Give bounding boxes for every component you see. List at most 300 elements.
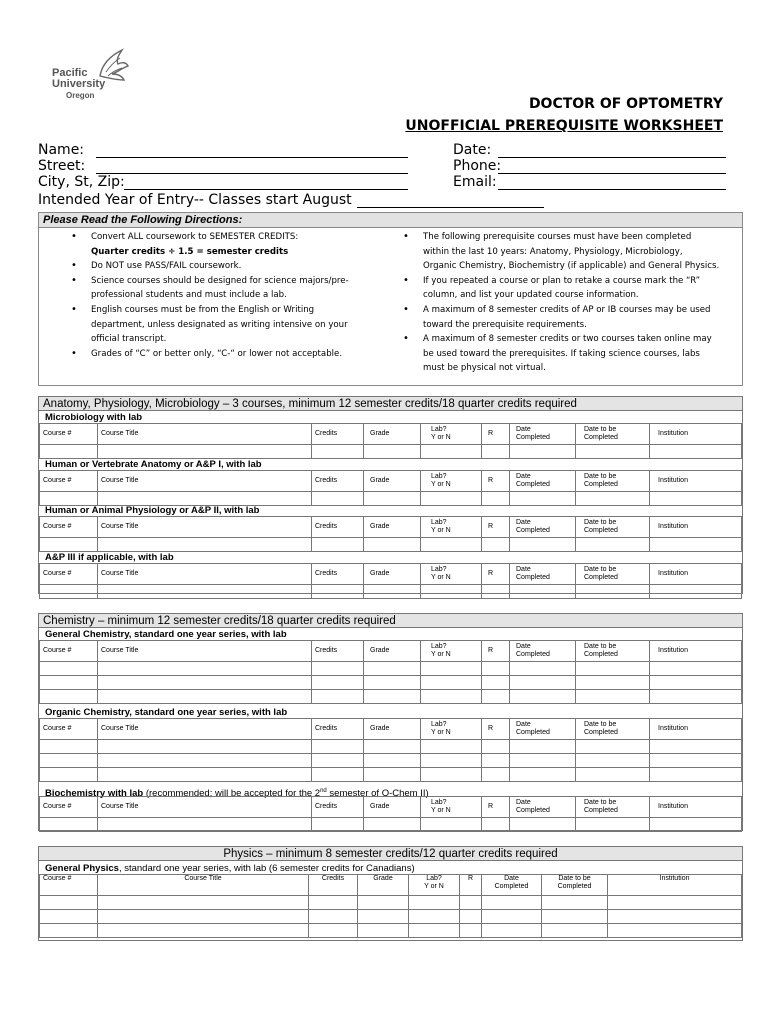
col-institution-label: Institution (658, 725, 688, 732)
org-chem-table (39, 718, 742, 782)
col-r-header (460, 875, 482, 896)
entry-cell[interactable] (40, 690, 98, 704)
entry-cell[interactable] (98, 740, 312, 754)
entry-cell[interactable] (421, 538, 482, 552)
entry-cell[interactable] (510, 445, 576, 459)
col-r-header (482, 719, 510, 740)
entry-cell[interactable] (98, 538, 312, 552)
entry-cell[interactable] (576, 538, 650, 552)
directions-left (63, 230, 408, 361)
col-date-completed-header (510, 424, 576, 445)
entry-cell[interactable] (650, 662, 742, 676)
col-course-num-header (40, 564, 98, 585)
col-lab-header (409, 875, 460, 896)
entry-cell[interactable] (364, 768, 421, 782)
col-r-label: R (488, 647, 494, 654)
entry-cell[interactable] (482, 690, 510, 704)
entry-cell[interactable] (312, 676, 364, 690)
entry-cell[interactable] (576, 754, 650, 768)
entry-field[interactable] (357, 207, 544, 208)
entry-cell[interactable] (576, 445, 650, 459)
col-lab-label: Lab? (431, 519, 447, 526)
entry-cell[interactable] (98, 818, 312, 832)
entry-cell[interactable] (421, 740, 482, 754)
direction-item: • A maximum of 8 semester credits or two courses taken online may (395, 332, 740, 347)
col-grade-header (364, 471, 421, 492)
ap3-table (39, 563, 742, 599)
entry-cell[interactable] (358, 924, 409, 938)
col-lab-header (421, 471, 482, 492)
col-date-completed-label: Date (516, 473, 531, 480)
entry-cell[interactable] (576, 818, 650, 832)
col-institution-header (650, 797, 742, 818)
entry-cell[interactable] (510, 818, 576, 832)
entry-cell[interactable] (650, 585, 742, 599)
entry-cell[interactable] (650, 768, 742, 782)
table-row (40, 910, 742, 924)
col-grade-header (364, 424, 421, 445)
entry-cell[interactable] (482, 896, 542, 910)
col-date-to-be-label: Completed (584, 807, 618, 814)
table-header-row (40, 875, 742, 896)
biochem-sup: nd (320, 788, 327, 794)
directions-heading: Please Read the Following Directions: (39, 213, 742, 228)
entry-cell[interactable] (98, 690, 312, 704)
col-date-completed-header (510, 517, 576, 538)
entry-cell[interactable] (576, 585, 650, 599)
entry-cell[interactable] (98, 585, 312, 599)
table-row (40, 818, 742, 832)
table-header-row (40, 424, 742, 445)
entry-cell[interactable] (98, 662, 312, 676)
col-lab-label: Lab? (431, 426, 447, 433)
gen-chem-table (39, 640, 742, 704)
col-course-title-header (98, 875, 309, 896)
entry-cell[interactable] (312, 662, 364, 676)
entry-cell[interactable] (40, 896, 98, 910)
col-date-to-be-label: Completed (584, 481, 618, 488)
direction-item: professional students and must include a lab. (91, 290, 287, 301)
col-date-to-be-label: Completed (584, 574, 618, 581)
entry-cell[interactable] (40, 492, 98, 506)
entry-cell[interactable] (576, 662, 650, 676)
entry-cell[interactable] (608, 896, 742, 910)
entry-cell[interactable] (650, 538, 742, 552)
col-course-num-header (40, 797, 98, 818)
col-lab-label: Lab? (426, 875, 442, 882)
direction-item: column, and list your updated course information. (423, 290, 639, 301)
entry-cell[interactable] (312, 740, 364, 754)
entry-cell[interactable] (358, 896, 409, 910)
col-course-title-header (98, 424, 312, 445)
entry-cell[interactable] (421, 662, 482, 676)
city-field[interactable] (124, 189, 408, 190)
table-row (40, 690, 742, 704)
entry-cell[interactable] (650, 676, 742, 690)
col-credits-label: Credits (315, 803, 338, 810)
pacific-university-logo (52, 46, 142, 106)
biochem-bold: Biochemistry with lab (45, 788, 144, 800)
entry-cell[interactable] (98, 924, 309, 938)
entry-cell[interactable] (409, 910, 460, 924)
col-grade-header (358, 875, 409, 896)
col-r-label: R (488, 523, 494, 530)
col-r-label: R (488, 803, 494, 810)
col-course-num-label: Course # (43, 430, 72, 437)
entry-cell[interactable] (482, 910, 542, 924)
entry-cell[interactable] (364, 585, 421, 599)
email-label: Email: (453, 174, 497, 190)
col-lab-label: Y or N (431, 574, 451, 581)
col-date-to-be-label: Date to be (584, 643, 617, 650)
col-date-to-be-label: Date to be (584, 519, 617, 526)
col-date-to-be-label: Date to be (584, 566, 617, 573)
entry-cell[interactable] (40, 924, 98, 938)
entry-cell[interactable] (510, 538, 576, 552)
table-header-row (40, 641, 742, 662)
entry-cell[interactable] (608, 910, 742, 924)
col-lab-label: Y or N (431, 527, 451, 534)
bio-section (38, 396, 743, 594)
entry-cell[interactable] (409, 896, 460, 910)
entry-cell[interactable] (312, 754, 364, 768)
col-course-num-label: Course # (43, 477, 72, 484)
col-course-title-label: Course Title (101, 477, 139, 484)
entry-cell[interactable] (510, 754, 576, 768)
col-date-completed-label: Date (516, 721, 531, 728)
col-grade-header (364, 641, 421, 662)
entry-cell[interactable] (460, 910, 482, 924)
entry-cell[interactable] (576, 690, 650, 704)
col-course-num-label: Course # (43, 875, 72, 882)
entry-cell[interactable] (40, 676, 98, 690)
col-grade-label: Grade (370, 477, 390, 484)
table-row (40, 740, 742, 754)
entry-cell[interactable] (482, 768, 510, 782)
col-lab-header (421, 424, 482, 445)
entry-cell[interactable] (364, 676, 421, 690)
entry-cell[interactable] (482, 676, 510, 690)
entry-cell[interactable] (510, 690, 576, 704)
col-grade-label: Grade (370, 803, 390, 810)
col-lab-label: Y or N (431, 651, 451, 658)
entry-cell[interactable] (510, 492, 576, 506)
direction-item: Organic Chemistry, Biochemistry (if applicable) and General Physics. (423, 261, 720, 272)
table-header-row (40, 564, 742, 585)
entry-cell[interactable] (409, 924, 460, 938)
col-date-completed-header (510, 719, 576, 740)
entry-cell[interactable] (364, 492, 421, 506)
entry-cell[interactable] (460, 896, 482, 910)
entry-cell[interactable] (482, 538, 510, 552)
col-date-to-be-header (576, 564, 650, 585)
col-date-completed-label: Date (516, 643, 531, 650)
entry-cell[interactable] (312, 585, 364, 599)
direction-item: • The following prerequisite courses must have been completed (395, 230, 740, 245)
logo-line-3: Oregon (66, 91, 95, 100)
entry-cell[interactable] (40, 754, 98, 768)
entry-cell[interactable] (309, 924, 358, 938)
gen-phys-bold: General Physics (45, 863, 119, 874)
entry-cell[interactable] (312, 492, 364, 506)
entry-cell[interactable] (312, 445, 364, 459)
entry-cell[interactable] (98, 445, 312, 459)
entry-cell[interactable] (98, 492, 312, 506)
table-row (40, 924, 742, 938)
entry-cell[interactable] (510, 740, 576, 754)
direction-item: • Convert ALL coursework to SEMESTER CREDITS: (63, 230, 408, 245)
entry-cell[interactable] (364, 445, 421, 459)
entry-cell[interactable] (40, 538, 98, 552)
table-row (40, 445, 742, 459)
entry-cell[interactable] (576, 676, 650, 690)
col-institution-header (650, 564, 742, 585)
col-date-to-be-label: Completed (584, 527, 618, 534)
col-date-to-be-label: Date to be (584, 426, 617, 433)
physiology-table (39, 516, 742, 552)
entry-cell[interactable] (482, 585, 510, 599)
col-date-completed-header (510, 641, 576, 662)
col-date-to-be-label: Completed (584, 651, 618, 658)
col-institution-header (650, 517, 742, 538)
col-r-header (482, 517, 510, 538)
entry-cell[interactable] (421, 676, 482, 690)
table-row (40, 662, 742, 676)
col-date-to-be-label: Date to be (584, 473, 617, 480)
doc-title: DOCTOR OF OPTOMETRY (528, 96, 723, 112)
direction-item: • A maximum of 8 semester credits of AP or IB courses may be used (395, 303, 740, 318)
entry-cell[interactable] (312, 538, 364, 552)
col-date-to-be-header (576, 471, 650, 492)
col-date-completed-label: Date (516, 426, 531, 433)
phone-field[interactable] (498, 173, 726, 174)
entry-label: Intended Year of Entry-- Classes start August (38, 192, 352, 208)
entry-cell[interactable] (542, 910, 608, 924)
col-lab-label: Y or N (431, 481, 451, 488)
entry-cell[interactable] (40, 818, 98, 832)
entry-cell[interactable] (40, 445, 98, 459)
entry-cell[interactable] (40, 768, 98, 782)
table-header-row (40, 471, 742, 492)
entry-cell[interactable] (510, 768, 576, 782)
col-course-title-header (98, 471, 312, 492)
direction-item: official transcript. (91, 334, 167, 345)
name-label: Name: (38, 142, 85, 158)
entry-cell[interactable] (542, 896, 608, 910)
col-institution-header (650, 641, 742, 662)
directions-right (395, 230, 740, 376)
entry-cell[interactable] (608, 924, 742, 938)
entry-cell[interactable] (40, 585, 98, 599)
entry-cell[interactable] (364, 662, 421, 676)
col-grade-label: Grade (370, 430, 390, 437)
col-credits-label: Credits (321, 875, 345, 882)
entry-cell[interactable] (98, 676, 312, 690)
col-grade-header (364, 797, 421, 818)
col-date-to-be-header (576, 797, 650, 818)
table-header-row (40, 719, 742, 740)
entry-cell[interactable] (312, 690, 364, 704)
city-label: City, St, Zip: (38, 174, 125, 190)
col-credits-label: Credits (315, 647, 338, 654)
direction-item: must be physical not virtual. (423, 363, 546, 374)
anatomy-subheading: Human or Vertebrate Anatomy or A&P I, with lab (45, 459, 262, 470)
entry-cell[interactable] (364, 538, 421, 552)
entry-cell[interactable] (309, 896, 358, 910)
col-date-to-be-label: Completed (584, 729, 618, 736)
phys-section-heading: Physics – minimum 8 semester credits/12 quarter credits required (39, 847, 742, 861)
col-course-num-label: Course # (43, 523, 72, 530)
col-r-label: R (488, 477, 494, 484)
col-lab-label: Lab? (431, 566, 447, 573)
entry-cell[interactable] (650, 492, 742, 506)
col-grade-label: Grade (370, 570, 390, 577)
entry-cell[interactable] (312, 818, 364, 832)
entry-cell[interactable] (482, 492, 510, 506)
entry-cell[interactable] (482, 662, 510, 676)
entry-cell[interactable] (312, 768, 364, 782)
entry-cell[interactable] (40, 662, 98, 676)
entry-cell[interactable] (364, 740, 421, 754)
entry-cell[interactable] (421, 768, 482, 782)
entry-cell[interactable] (364, 690, 421, 704)
col-course-num-label: Course # (43, 570, 72, 577)
col-date-to-be-label: Date to be (584, 721, 617, 728)
email-field[interactable] (498, 189, 726, 190)
col-r-label: R (488, 570, 494, 577)
entry-cell[interactable] (576, 492, 650, 506)
table-header-row (40, 517, 742, 538)
col-course-num-label: Course # (43, 803, 72, 810)
entry-cell[interactable] (421, 585, 482, 599)
col-date-to-be-header (576, 719, 650, 740)
col-institution-header (608, 875, 742, 896)
physiology-subheading: Human or Animal Physiology or A&P II, with lab (45, 505, 260, 516)
table-row (40, 676, 742, 690)
col-r-label: R (488, 725, 494, 732)
col-grade-label: Grade (373, 875, 393, 882)
col-credits-header (312, 641, 364, 662)
entry-cell[interactable] (510, 585, 576, 599)
entry-cell[interactable] (40, 740, 98, 754)
entry-cell[interactable] (650, 690, 742, 704)
table-row (40, 492, 742, 506)
entry-cell[interactable] (482, 740, 510, 754)
name-field[interactable] (96, 157, 408, 158)
gen-phys-table (39, 874, 742, 938)
entry-cell[interactable] (576, 740, 650, 754)
col-date-completed-label: Completed (516, 434, 550, 441)
entry-cell[interactable] (98, 754, 312, 768)
col-date-completed-header (482, 875, 542, 896)
col-lab-header (421, 517, 482, 538)
col-lab-label: Lab? (431, 643, 447, 650)
entry-cell[interactable] (364, 818, 421, 832)
entry-cell[interactable] (482, 924, 542, 938)
col-course-title-label: Course Title (101, 647, 139, 654)
col-institution-label: Institution (658, 570, 688, 577)
col-lab-label: Lab? (431, 721, 447, 728)
entry-cell[interactable] (482, 818, 510, 832)
entry-cell[interactable] (421, 754, 482, 768)
street-field[interactable] (96, 173, 408, 174)
chem-section (38, 613, 743, 831)
entry-cell[interactable] (650, 818, 742, 832)
direction-item: • English courses must be from the English or Writing (63, 303, 408, 318)
entry-cell[interactable] (421, 445, 482, 459)
col-credits-header (312, 517, 364, 538)
col-date-completed-label: Completed (516, 729, 550, 736)
entry-cell[interactable] (309, 910, 358, 924)
col-date-to-be-label: Completed (557, 883, 592, 890)
phys-section (38, 846, 743, 941)
bio-section-heading: Anatomy, Physiology, Microbiology – 3 courses, minimum 12 semester credits/18 quarter credits required (39, 397, 742, 411)
entry-cell[interactable] (510, 676, 576, 690)
table-row (40, 754, 742, 768)
col-credits-label: Credits (315, 477, 338, 484)
col-date-completed-header (510, 797, 576, 818)
directions-box (38, 212, 743, 386)
col-institution-label: Institution (659, 875, 690, 882)
col-lab-label: Y or N (431, 434, 451, 441)
col-lab-label: Lab? (431, 799, 447, 806)
microbiology-subheading: Microbiology with lab (45, 412, 143, 423)
entry-cell[interactable] (98, 896, 309, 910)
col-grade-label: Grade (370, 523, 390, 530)
col-course-num-header (40, 719, 98, 740)
col-grade-label: Grade (370, 725, 390, 732)
col-credits-header (312, 719, 364, 740)
entry-cell[interactable] (421, 818, 482, 832)
entry-cell[interactable] (98, 910, 309, 924)
col-course-title-label: Course Title (101, 725, 139, 732)
col-r-header (482, 564, 510, 585)
date-field[interactable] (498, 157, 726, 158)
entry-cell[interactable] (98, 768, 312, 782)
entry-cell[interactable] (358, 910, 409, 924)
ap3-subheading: A&P III if applicable, with lab (45, 552, 174, 563)
col-date-completed-label: Date (516, 519, 531, 526)
entry-cell[interactable] (650, 754, 742, 768)
entry-cell[interactable] (576, 768, 650, 782)
entry-cell[interactable] (421, 690, 482, 704)
direction-item: • Grades of “C” or better only, “C-“ or lower not acceptable. (63, 347, 408, 362)
entry-cell[interactable] (650, 740, 742, 754)
biochem-note-b: semester of O-Chem II) (326, 788, 429, 800)
col-r-header (482, 641, 510, 662)
col-institution-label: Institution (658, 430, 688, 437)
col-date-completed-label: Completed (516, 807, 550, 814)
col-credits-label: Credits (315, 523, 338, 530)
col-grade-header (364, 517, 421, 538)
col-date-completed-label: Date (516, 799, 531, 806)
col-credits-label: Credits (315, 725, 338, 732)
col-institution-label: Institution (658, 523, 688, 530)
entry-cell[interactable] (650, 445, 742, 459)
entry-cell[interactable] (364, 754, 421, 768)
col-institution-label: Institution (658, 477, 688, 484)
entry-cell[interactable] (40, 910, 98, 924)
col-date-completed-label: Date (516, 566, 531, 573)
direction-item: toward the prerequisite requirements. (423, 319, 587, 330)
entry-cell[interactable] (421, 492, 482, 506)
entry-cell[interactable] (542, 924, 608, 938)
entry-cell[interactable] (482, 445, 510, 459)
entry-cell[interactable] (510, 662, 576, 676)
entry-cell[interactable] (482, 754, 510, 768)
entry-cell[interactable] (460, 924, 482, 938)
direction-item: • Do NOT use PASS/FAIL coursework. (63, 259, 408, 274)
